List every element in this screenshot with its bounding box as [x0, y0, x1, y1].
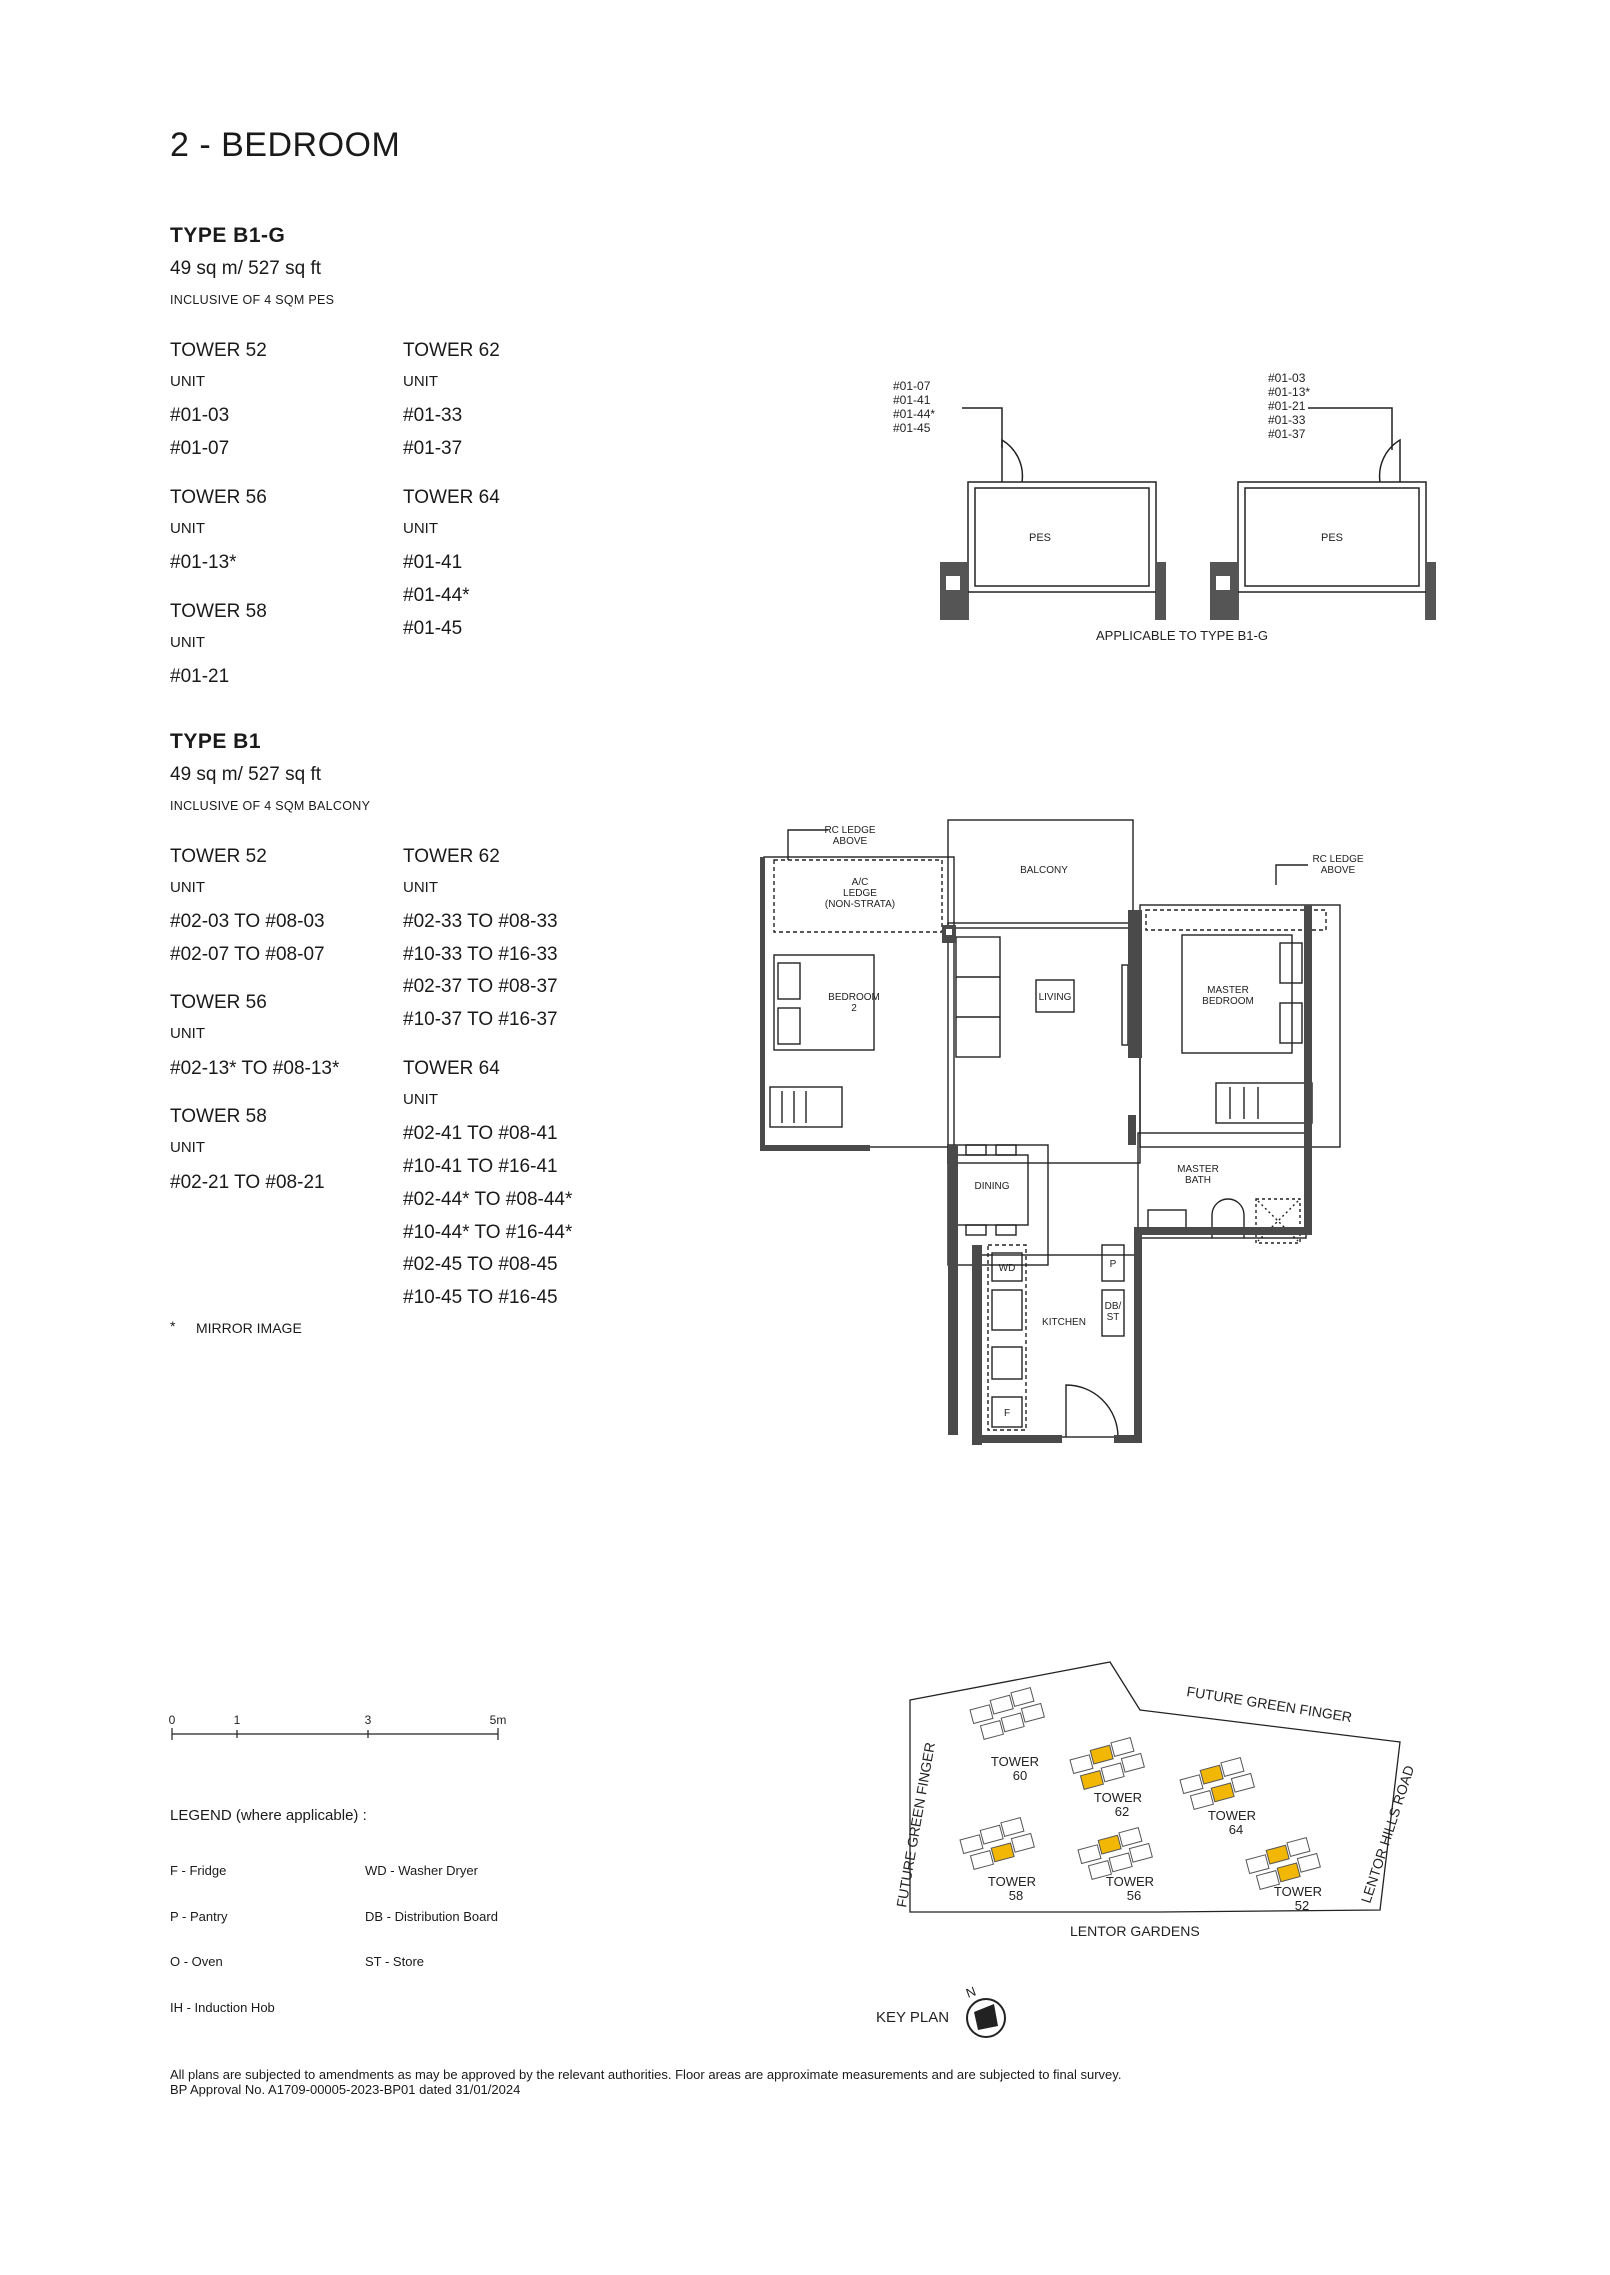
- b1g-unit-label: UNIT: [170, 520, 205, 537]
- type-b1g-inclusive: INCLUSIVE OF 4 SQM PES: [170, 293, 335, 307]
- dining-label: DINING: [974, 1181, 1010, 1192]
- tower-56-cluster: [1076, 1826, 1153, 1881]
- key-tower-word: TOWER: [990, 1754, 1040, 1769]
- fridge-label: F: [1003, 1408, 1011, 1419]
- pes-left-inner: [975, 488, 1149, 586]
- scale-tick-label: 5m: [489, 1713, 507, 1727]
- b1-tower-name: TOWER 56: [170, 992, 267, 1013]
- b1g-unit-label: UNIT: [403, 520, 438, 537]
- kitchen-label: KITCHEN: [1042, 1317, 1086, 1328]
- tower-58-cluster: [958, 1816, 1035, 1871]
- key-tower-word: TOWER: [1207, 1808, 1257, 1823]
- footer-disclaimer: All plans are subjected to amendments as may be approved by the relevant authorities. Floor areas are approximate measurements and are subjected to final survey.: [170, 2067, 1122, 2082]
- b1g-unit-value: #01-44*: [403, 585, 470, 606]
- type-b1g-heading: TYPE B1-G: [170, 224, 286, 247]
- key-tower-num: 56: [1126, 1888, 1142, 1903]
- key-tower-num: 64: [1228, 1822, 1244, 1837]
- b1g-unit-label: UNIT: [403, 373, 438, 390]
- key-plan-label: KEY PLAN: [876, 2009, 950, 2026]
- key-tower-num: 60: [1012, 1768, 1028, 1783]
- b1-unit-value: #10-41 TO #16-41: [403, 1156, 558, 1177]
- tower-62-cluster: [1068, 1736, 1145, 1791]
- key-tower-word: TOWER: [1105, 1874, 1155, 1889]
- type-b1-area: 49 sq m/ 527 sq ft: [170, 764, 322, 785]
- b1g-unit-value: #01-45: [403, 618, 463, 639]
- tower-64-cluster: [1178, 1756, 1255, 1811]
- db-st-label: DB/: [1104, 1301, 1122, 1312]
- type-b1g-area: 49 sq m/ 527 sq ft: [170, 258, 322, 279]
- scale-bar: [164, 1708, 524, 1748]
- pantry-label: P: [1109, 1259, 1117, 1270]
- b1-unit-label: UNIT: [170, 879, 205, 896]
- legend-item: F - Fridge: [170, 1863, 227, 1878]
- b1g-unit-value: #01-33: [403, 405, 463, 426]
- key-tower-num: 58: [1008, 1888, 1024, 1903]
- b1g-unit-value: #01-41: [403, 552, 463, 573]
- rc-ledge-right-label: ABOVE: [1320, 865, 1356, 876]
- scale-tick-label: 3: [364, 1713, 372, 1727]
- b1g-unit-label: UNIT: [170, 634, 205, 651]
- ac-ledge-label: A/C: [851, 877, 869, 888]
- type-b1-inclusive: INCLUSIVE OF 4 SQM BALCONY: [170, 799, 371, 813]
- pes-left-label: PES: [1028, 532, 1052, 544]
- b1-unit-value: #10-44* TO #16-44*: [403, 1222, 573, 1243]
- road-bottom-label: LENTOR GARDENS: [1070, 1923, 1200, 1939]
- pes-left-leader: [962, 408, 1002, 448]
- rc-ledge-left-label: RC LEDGE: [824, 825, 876, 836]
- b1-unit-label: UNIT: [170, 1025, 205, 1042]
- master-bedroom-label: MASTER: [1207, 985, 1249, 996]
- key-tower-num: 62: [1114, 1804, 1130, 1819]
- key-tower-word: TOWER: [1093, 1790, 1143, 1805]
- pes-right-label: PES: [1320, 532, 1344, 544]
- road-right-label: LENTOR HILLS ROAD: [1357, 1763, 1418, 1905]
- legend-item: IH - Induction Hob: [170, 2000, 275, 2015]
- scale-tick-label: 1: [233, 1713, 241, 1727]
- b1-unit-label: UNIT: [403, 879, 438, 896]
- b1g-unit-value: #01-07: [170, 438, 230, 459]
- b1-unit-value: #10-37 TO #16-37: [403, 1009, 558, 1030]
- master-bedroom-label: BEDROOM: [1202, 996, 1254, 1007]
- b1g-unit-value: #01-21: [170, 666, 230, 687]
- pes-left-unit: #01-41: [893, 393, 931, 407]
- sink: [992, 1290, 1022, 1330]
- b1-unit-value: #02-07 TO #08-07: [170, 944, 325, 965]
- key-plan: [860, 1650, 1420, 2040]
- b1-unit-value: #10-45 TO #16-45: [403, 1287, 558, 1308]
- floor-plan-b1: [760, 815, 1380, 1455]
- b1-unit-value: #02-45 TO #08-45: [403, 1254, 558, 1275]
- pes-plans: [880, 370, 1460, 645]
- b1-tower-name: TOWER 62: [403, 846, 500, 867]
- tv-console: [1122, 965, 1128, 1045]
- legend-item: P - Pantry: [170, 1909, 228, 1924]
- road-top-label: FUTURE GREEN FINGER: [1185, 1683, 1354, 1726]
- balcony-label: BALCONY: [1020, 865, 1068, 876]
- scale-tick-label: 0: [168, 1713, 176, 1727]
- ac-ledge-label: (NON-STRATA): [824, 899, 896, 910]
- kitchen-door: [1066, 1385, 1118, 1437]
- db-st-label: ST: [1106, 1312, 1120, 1323]
- b1-unit-label: UNIT: [170, 1139, 205, 1156]
- tower-60-cluster: [968, 1686, 1045, 1741]
- pes-left-door: [1002, 440, 1022, 482]
- legend-item: ST - Store: [365, 1954, 425, 1969]
- b1g-unit-value: #01-37: [403, 438, 463, 459]
- ac-ledge-label: LEDGE: [843, 888, 877, 899]
- tower-52-cluster: [1244, 1836, 1321, 1891]
- legend-item: O - Oven: [170, 1954, 223, 1969]
- rc-ledge-right-label: RC LEDGE: [1312, 854, 1364, 865]
- hob: [992, 1347, 1022, 1379]
- b1g-unit-value: #01-13*: [170, 552, 237, 573]
- b1-tower-name: TOWER 58: [170, 1106, 267, 1127]
- b1g-tower-name: TOWER 52: [170, 340, 267, 361]
- b1-tower-name: TOWER 52: [170, 846, 267, 867]
- north-arrow-icon: [964, 1984, 1005, 2037]
- living-outline: [948, 923, 1140, 1163]
- legend-item: WD - Washer Dryer: [365, 1863, 478, 1878]
- legend-heading: LEGEND (where applicable) :: [170, 1807, 367, 1824]
- b1-unit-value: #02-37 TO #08-37: [403, 976, 558, 997]
- living-label: LIVING: [1038, 992, 1072, 1003]
- page-title: 2 - BEDROOM: [170, 126, 401, 164]
- rc-ledge-right: [1146, 910, 1326, 930]
- legend-item: DB - Distribution Board: [365, 1909, 498, 1924]
- pes-right-unit: #01-03: [1268, 371, 1306, 385]
- b1-unit-label: UNIT: [403, 1091, 438, 1108]
- footer-approval: BP Approval No. A1709-00005-2023-BP01 dated 31/01/2024: [170, 2082, 521, 2097]
- type-b1-heading: TYPE B1: [170, 730, 262, 753]
- pes-left-unit: #01-45: [893, 421, 931, 435]
- bedroom2-label: BEDROOM: [828, 992, 880, 1003]
- north-label: N: [963, 1983, 978, 2001]
- pes-left-unit: #01-07: [893, 379, 931, 393]
- rc-ledge-left-label: ABOVE: [832, 836, 868, 847]
- b1g-tower-name: TOWER 62: [403, 340, 500, 361]
- master-bath-outline: [1138, 1133, 1306, 1238]
- mirror-mark: *: [170, 1318, 176, 1334]
- b1g-tower-name: TOWER 64: [403, 487, 500, 508]
- key-tower-word: TOWER: [987, 1874, 1037, 1889]
- pes-left-unit: #01-44*: [893, 407, 936, 421]
- applicable-label: APPLICABLE TO TYPE B1-G: [1096, 628, 1268, 643]
- key-tower-word: TOWER: [1273, 1884, 1323, 1899]
- pes-right-unit: #01-33: [1268, 413, 1306, 427]
- pes-right-unit: #01-13*: [1268, 385, 1311, 399]
- sofa: [956, 937, 1000, 1057]
- bedroom2-label: 2: [851, 1003, 857, 1014]
- b1-unit-value: #10-33 TO #16-33: [403, 944, 558, 965]
- road-left-label: FUTURE GREEN FINGER: [893, 1741, 938, 1909]
- pes-left-outline: [968, 482, 1156, 592]
- b1g-tower-name: TOWER 58: [170, 601, 267, 622]
- wd-label: WD: [998, 1263, 1016, 1274]
- mirror-image-note: MIRROR IMAGE: [196, 1320, 302, 1336]
- b1-unit-value: #02-33 TO #08-33: [403, 911, 558, 932]
- b1g-unit-label: UNIT: [170, 373, 205, 390]
- b1-unit-value: #02-03 TO #08-03: [170, 911, 325, 932]
- b1-unit-value: #02-41 TO #08-41: [403, 1123, 558, 1144]
- pes-right-door: [1380, 440, 1400, 482]
- pes-right-leader: [1308, 408, 1392, 450]
- b1-unit-value: #02-44* TO #08-44*: [403, 1189, 573, 1210]
- pes-right-unit: #01-21: [1268, 399, 1306, 413]
- master-bath-label: BATH: [1185, 1175, 1211, 1186]
- rc-ledge-left-leader: [788, 830, 828, 860]
- key-tower-num: 52: [1294, 1898, 1310, 1913]
- b1-tower-name: TOWER 64: [403, 1058, 500, 1079]
- b1g-unit-value: #01-03: [170, 405, 230, 426]
- pes-right-unit: #01-37: [1268, 427, 1306, 441]
- b1g-tower-name: TOWER 56: [170, 487, 267, 508]
- b1-unit-value: #02-21 TO #08-21: [170, 1172, 325, 1193]
- rc-ledge-right-leader: [1276, 865, 1308, 885]
- site-boundary: [910, 1662, 1400, 1912]
- master-bath-label: MASTER: [1177, 1164, 1219, 1175]
- b1-unit-value: #02-13* TO #08-13*: [170, 1058, 340, 1079]
